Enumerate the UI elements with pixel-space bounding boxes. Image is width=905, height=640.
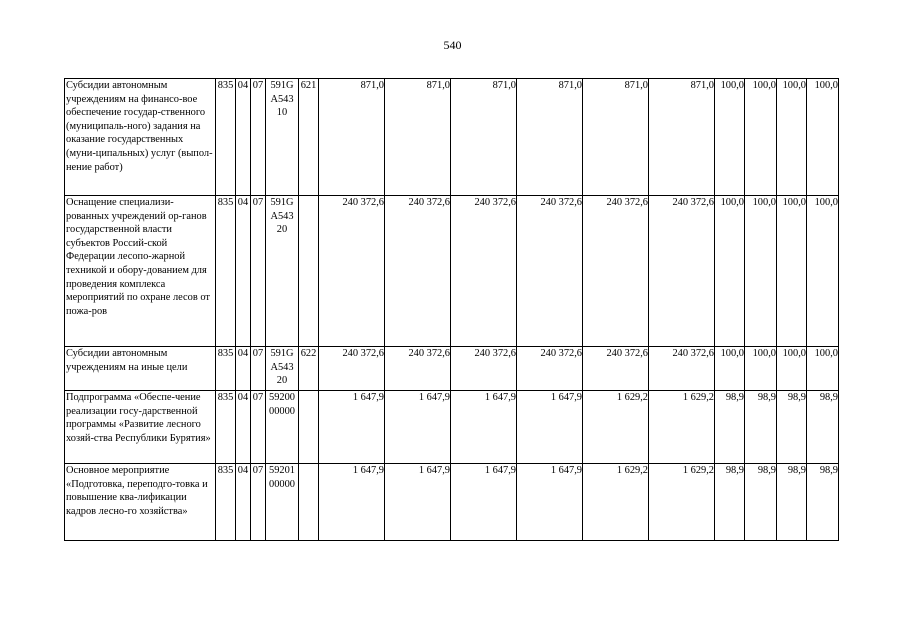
percent-cell: 100,0 xyxy=(777,347,807,391)
amount-cell: 240 372,6 xyxy=(583,347,649,391)
amount-cell: 240 372,6 xyxy=(451,347,517,391)
target-article-cell: 591G A543 20 xyxy=(266,347,299,391)
amount-cell: 1 647,9 xyxy=(385,464,451,541)
row-name-cell: Основное мероприятие «Подготовка, переподго-товка и повышение ква-лификации кадров лесно-го хозяйства» xyxy=(65,464,216,541)
percent-cell: 100,0 xyxy=(807,79,839,196)
section-code-cell: 04 xyxy=(236,391,251,464)
amount-cell: 1 629,2 xyxy=(649,391,715,464)
amount-cell: 871,0 xyxy=(649,79,715,196)
amount-cell: 1 647,9 xyxy=(451,464,517,541)
expense-type-cell xyxy=(299,464,319,541)
target-article-cell: 591G A543 20 xyxy=(266,196,299,347)
amount-cell: 1 629,2 xyxy=(649,464,715,541)
amount-cell: 871,0 xyxy=(583,79,649,196)
subsection-code-cell: 07 xyxy=(251,196,266,347)
section-code-cell: 04 xyxy=(236,196,251,347)
percent-cell: 100,0 xyxy=(807,196,839,347)
amount-cell: 871,0 xyxy=(517,79,583,196)
table-row xyxy=(65,464,839,541)
row-name-cell: Субсидии автономным учреждениям на иные цели xyxy=(65,347,216,391)
section-code-cell: 04 xyxy=(236,347,251,391)
percent-cell: 98,9 xyxy=(777,464,807,541)
amount-cell: 1 629,2 xyxy=(583,464,649,541)
amount-cell: 240 372,6 xyxy=(319,347,385,391)
amount-cell: 240 372,6 xyxy=(649,347,715,391)
percent-cell: 100,0 xyxy=(745,196,777,347)
subsection-code-cell: 07 xyxy=(251,79,266,196)
amount-cell: 240 372,6 xyxy=(517,196,583,347)
percent-cell: 100,0 xyxy=(777,196,807,347)
amount-cell: 1 647,9 xyxy=(385,391,451,464)
row-name-cell: Субсидии автономным учреждениям на финансо-вое обеспечение государ-ственного (муниципаль-ного) задания на оказание государственных (муни-ципальных) услуг (выпол-нение работ) xyxy=(65,79,216,196)
target-article-cell: 59200 00000 xyxy=(266,391,299,464)
expense-type-cell: 622 xyxy=(299,347,319,391)
amount-cell: 240 372,6 xyxy=(649,196,715,347)
table-row xyxy=(65,347,839,391)
table-row xyxy=(65,196,839,347)
amount-cell: 240 372,6 xyxy=(583,196,649,347)
page-number: 540 xyxy=(443,38,462,52)
amount-cell: 1 647,9 xyxy=(517,391,583,464)
amount-cell: 1 647,9 xyxy=(517,464,583,541)
percent-cell: 100,0 xyxy=(715,347,745,391)
ved-code-cell: 835 xyxy=(216,391,236,464)
amount-cell: 871,0 xyxy=(385,79,451,196)
percent-cell: 100,0 xyxy=(745,347,777,391)
table-row xyxy=(65,391,839,464)
amount-cell: 240 372,6 xyxy=(385,196,451,347)
expense-type-cell xyxy=(299,391,319,464)
percent-cell: 100,0 xyxy=(715,196,745,347)
percent-cell: 98,9 xyxy=(807,464,839,541)
amount-cell: 1 629,2 xyxy=(583,391,649,464)
percent-cell: 98,9 xyxy=(745,391,777,464)
section-code-cell: 04 xyxy=(236,464,251,541)
amount-cell: 240 372,6 xyxy=(451,196,517,347)
section-code-cell: 04 xyxy=(236,79,251,196)
percent-cell: 98,9 xyxy=(777,391,807,464)
percent-cell: 98,9 xyxy=(715,391,745,464)
expense-type-cell: 621 xyxy=(299,79,319,196)
amount-cell: 1 647,9 xyxy=(319,391,385,464)
percent-cell: 100,0 xyxy=(777,79,807,196)
ved-code-cell: 835 xyxy=(216,79,236,196)
target-article-cell: 591G A543 10 xyxy=(266,79,299,196)
budget-table xyxy=(64,78,839,541)
percent-cell: 98,9 xyxy=(807,391,839,464)
amount-cell: 240 372,6 xyxy=(385,347,451,391)
amount-cell: 871,0 xyxy=(451,79,517,196)
row-name-cell: Оснащение специализи-рованных учреждений ор-ганов государственной власти субъектов Россий-ской Федерации лесопо-жарной техникой и обору-дованием для проведения комплекса мероприятий по охране лесов от пожа-ров xyxy=(65,196,216,347)
ved-code-cell: 835 xyxy=(216,347,236,391)
percent-cell: 100,0 xyxy=(807,347,839,391)
amount-cell: 871,0 xyxy=(319,79,385,196)
percent-cell: 100,0 xyxy=(715,79,745,196)
target-article-cell: 59201 00000 xyxy=(266,464,299,541)
table-row xyxy=(65,79,839,196)
percent-cell: 98,9 xyxy=(745,464,777,541)
subsection-code-cell: 07 xyxy=(251,347,266,391)
row-name-cell: Подпрограмма «Обеспе-чение реализации госу-дарственной программы «Развитие лесного хозяй-ства Республики Бурятия» xyxy=(65,391,216,464)
amount-cell: 240 372,6 xyxy=(517,347,583,391)
percent-cell: 100,0 xyxy=(745,79,777,196)
amount-cell: 240 372,6 xyxy=(319,196,385,347)
ved-code-cell: 835 xyxy=(216,464,236,541)
amount-cell: 1 647,9 xyxy=(319,464,385,541)
subsection-code-cell: 07 xyxy=(251,464,266,541)
percent-cell: 98,9 xyxy=(715,464,745,541)
subsection-code-cell: 07 xyxy=(251,391,266,464)
amount-cell: 1 647,9 xyxy=(451,391,517,464)
expense-type-cell xyxy=(299,196,319,347)
ved-code-cell: 835 xyxy=(216,196,236,347)
